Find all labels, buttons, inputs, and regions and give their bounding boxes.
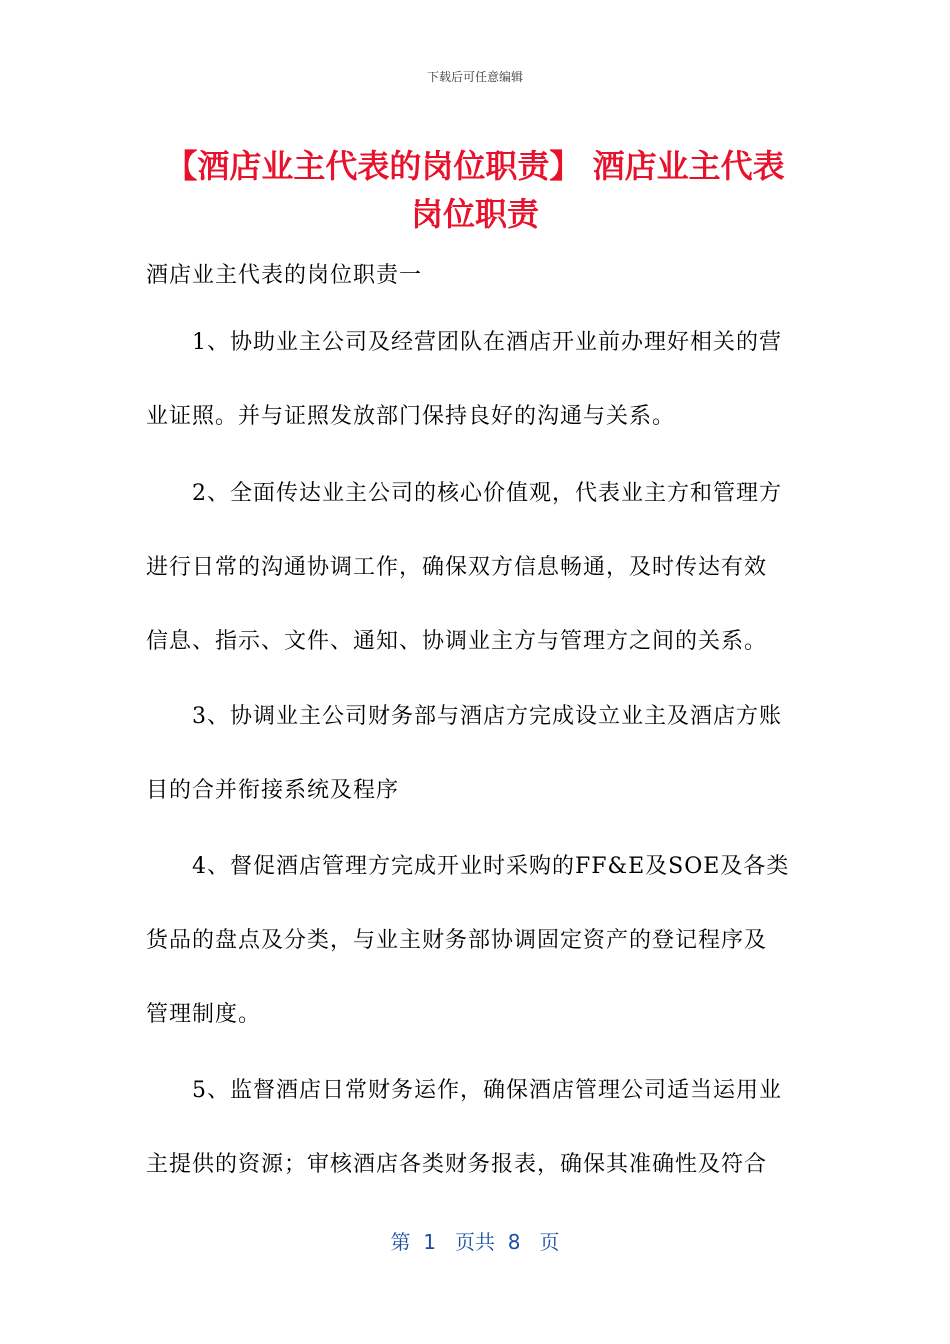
header-note: 下载后可任意编辑 bbox=[426, 70, 523, 84]
paragraph-line: 2、全面传达业主公司的核心价值观，代表业主方和管理方 bbox=[192, 481, 782, 506]
paragraph-line: 进行日常的沟通协调工作，确保双方信息畅通，及时传达有效 bbox=[146, 555, 768, 580]
document-title bbox=[140, 142, 810, 238]
paragraph-line: 货品的盘点及分类，与业主财务部协调固定资产的登记程序及 bbox=[146, 928, 768, 953]
paragraph-line: 目的合并衔接系统及程序 bbox=[146, 778, 400, 803]
paragraph-line: 1、协助业主公司及经营团队在酒店开业前办理好相关的营 bbox=[192, 330, 782, 355]
paragraph-1 bbox=[146, 306, 808, 454]
paragraph-line: 业证照。并与证照发放部门保持良好的沟通与关系。 bbox=[146, 404, 676, 429]
paragraph-line: 4、督促酒店管理方完成开业时采购的FF&E及SOE及各类 bbox=[192, 854, 790, 879]
paragraph-4 bbox=[146, 830, 808, 1052]
paragraph-line: 主提供的资源；审核酒店各类财务报表，确保其准确性及符合 bbox=[146, 1152, 768, 1177]
page-footer: 第 1 页共 8 页 bbox=[390, 1230, 560, 1254]
paragraph-line: 5、监督酒店日常财务运作，确保酒店管理公司适当运用业 bbox=[192, 1078, 782, 1103]
section-heading: 酒店业主代表的岗位职责一 bbox=[146, 263, 423, 288]
paragraph-2 bbox=[146, 457, 808, 679]
paragraph-5 bbox=[146, 1054, 808, 1202]
paragraph-line: 信息、指示、文件、通知、协调业主方与管理方之间的关系。 bbox=[146, 629, 768, 654]
paragraph-3 bbox=[146, 680, 808, 828]
title-line-1: 【酒店业主代表的岗位职责】 酒店业主代表 bbox=[165, 147, 785, 185]
title-line-2: 岗位职责 bbox=[410, 195, 539, 233]
paragraph-line: 3、协调业主公司财务部与酒店方完成设立业主及酒店方账 bbox=[192, 704, 782, 729]
paragraph-line: 管理制度。 bbox=[146, 1002, 262, 1027]
